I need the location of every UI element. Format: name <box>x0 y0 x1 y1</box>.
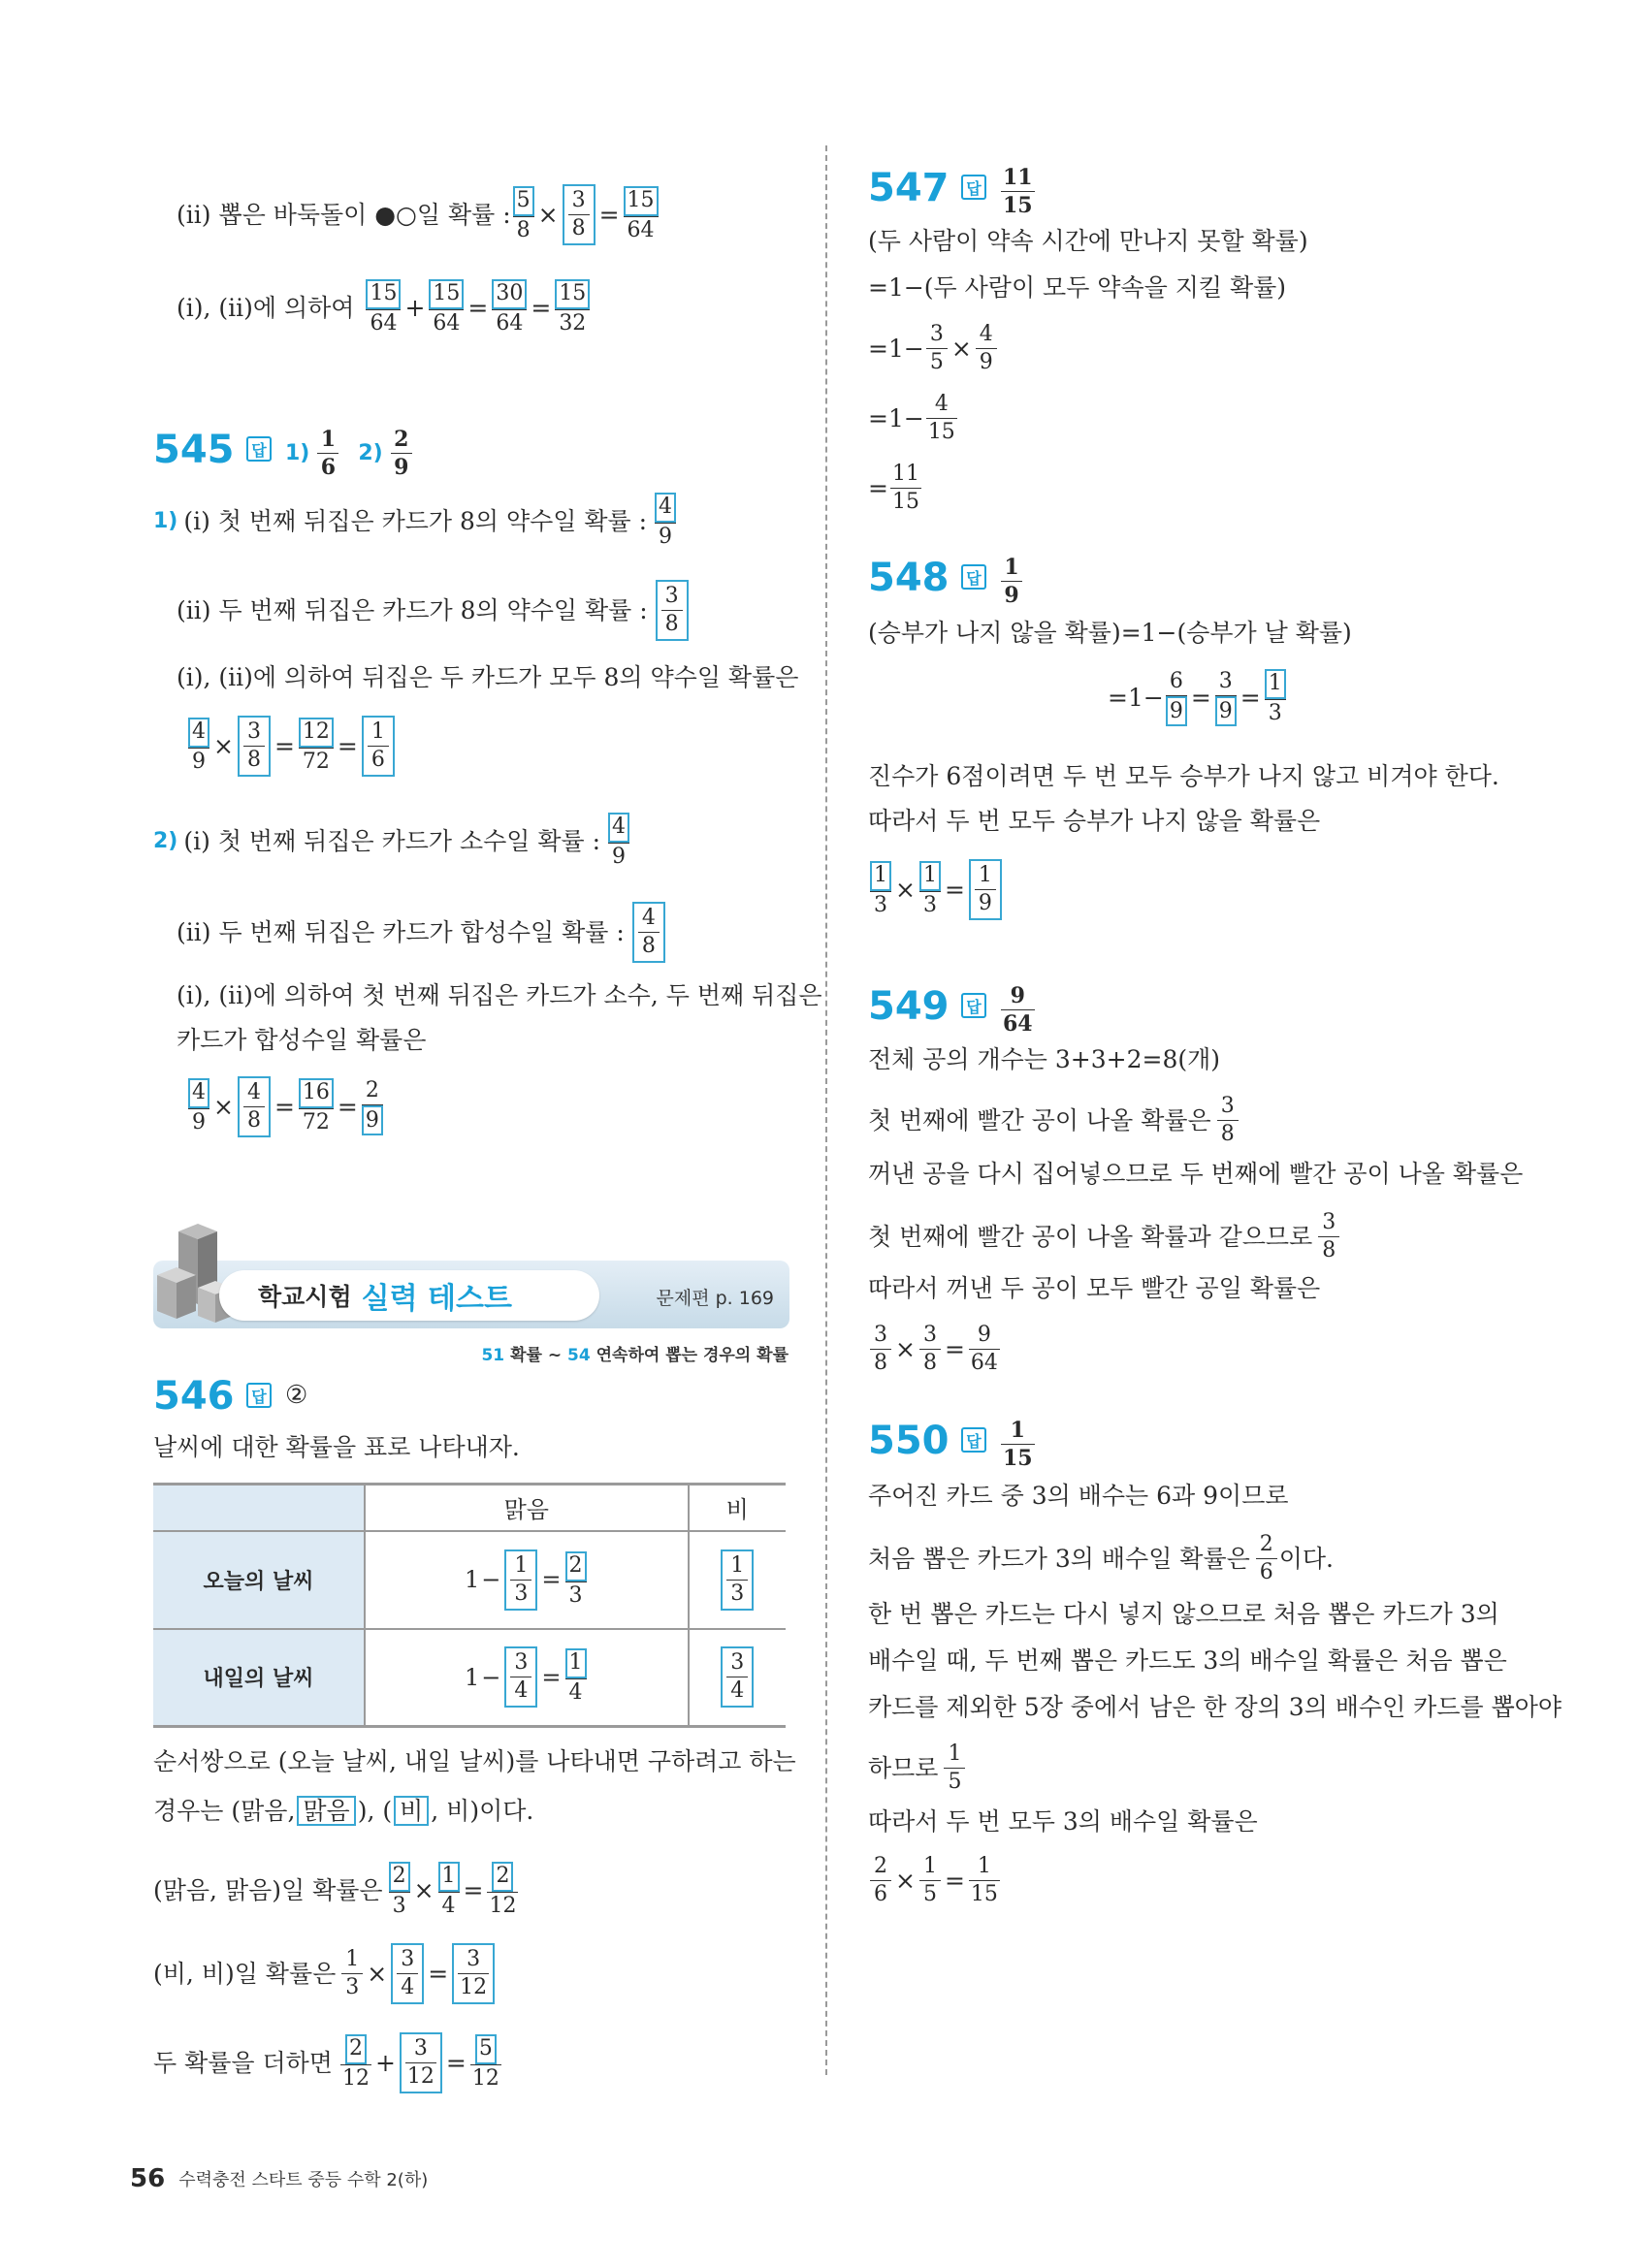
p548-l3: 진수가 6점이려면 두 번 모두 승부가 나지 않고 비겨야 한다. <box>868 762 1499 790</box>
fraction: $\frac{9}{64}$ <box>1003 983 1033 1037</box>
problem-number-548: 548 <box>868 556 950 600</box>
fraction: $\frac{1}{3}$ <box>341 1947 363 2000</box>
fraction: $\frac{4}{9}$ <box>188 718 209 775</box>
answer-icon: 답 <box>961 564 986 590</box>
banner-page-ref: 문제편 p. 169 <box>656 1288 774 1309</box>
fraction-box: $\frac{1}{3}$ <box>504 1549 537 1611</box>
answer-icon: 답 <box>961 1427 986 1453</box>
p549-l6: $\frac{3}{8}$ × $\frac{3}{8}$ = $\frac{9}{64}$ <box>868 1323 1002 1376</box>
section-subtitle: 51 확률 ~ 54 연속하여 뽑는 경우의 확률 <box>481 1346 789 1365</box>
fraction: $\frac{3}{8}$ <box>870 1323 891 1376</box>
p545-2-conc1: (ⅰ), (ⅱ)에 의하여 첫 번째 뒤집은 카드가 소수, 두 번째 뒤집은 <box>177 981 822 1009</box>
answer-548 <box>999 555 1024 608</box>
row-label: 내일의 날씨 <box>153 1629 365 1727</box>
p550-l2: 처음 뽑은 카드가 3의 배수일 확률은 $\frac{2}{6}$ 이다. <box>868 1532 1334 1584</box>
fraction: $\frac{3}{8}$ <box>919 1323 941 1376</box>
fraction: $\frac{5}{12}$ <box>471 2036 499 2091</box>
fraction: $\frac{2}{12}$ <box>341 2036 370 2091</box>
answer-icon: 답 <box>246 1383 272 1408</box>
fraction: $\frac{30}{64}$ <box>492 279 527 336</box>
fraction: $\frac{4}{9}$ <box>608 813 629 870</box>
fraction: $\frac{1}{3}$ <box>1265 669 1286 726</box>
fraction-box: $\frac{3}{8}$ <box>238 716 271 777</box>
fraction: $\frac{4}{15}$ <box>927 392 955 444</box>
building-blocks-icon <box>149 1222 237 1328</box>
problem-number-547: 547 <box>868 166 950 210</box>
weather-table <box>153 1483 786 1728</box>
p545-2-i: 2) (ⅰ) 첫 번째 뒤집은 카드가 소수일 확률 : $\frac{4}{9}$ <box>153 813 631 870</box>
fraction: $\frac{2}{6}$ <box>870 1854 891 1907</box>
fraction: $\frac{1}{5}$ <box>944 1741 965 1795</box>
p545-2-ii: (ⅱ) 두 번째 뒤집은 카드가 합성수일 확률 : $\frac{4}{8}$ <box>177 902 667 963</box>
table-header-row <box>153 1485 786 1531</box>
p547-l5: = $\frac{11}{15}$ <box>868 462 919 514</box>
p550-l5: 카드를 제외한 5장 중에서 남은 한 장의 3의 배수인 카드를 뽑아야 <box>868 1693 1562 1721</box>
table-cell: 1 − $\frac{3}{4}$ = $\frac{1}{4}$ <box>365 1629 689 1727</box>
answer-547 <box>999 165 1037 218</box>
fraction: $\frac{3}{5}$ <box>926 322 948 375</box>
fraction-box: $\frac{3}{4}$ <box>504 1646 537 1708</box>
fraction: $\frac{1}{5}$ <box>919 1854 941 1907</box>
fraction: $\frac{1}{6}$ <box>317 427 338 480</box>
p546-line2: (비, 비)일 확률은 $\frac{1}{3}$ × $\frac{3}{4}$ = $\frac{3}{12}$ <box>153 1943 497 2004</box>
p549-l1: 전체 공의 개수는 3+3+2=8(개) <box>868 1045 1221 1073</box>
table-row <box>153 1531 786 1629</box>
fraction: $\frac{4}{9}$ <box>655 493 676 550</box>
header-sunny: 맑음 <box>365 1485 689 1531</box>
fraction: $\frac{4}{9}$ <box>188 1078 209 1135</box>
table-row <box>153 1629 786 1727</box>
fraction: $\frac{15}{64}$ <box>429 279 464 336</box>
p550-l7: 따라서 두 번 모두 3의 배수일 확률은 <box>868 1807 1258 1836</box>
answer-icon: 답 <box>246 436 272 462</box>
problem-number-545: 545 <box>153 428 235 472</box>
fraction: $\frac{4}{9}$ <box>976 322 997 375</box>
row-label: 오늘의 날씨 <box>153 1531 365 1629</box>
p548-l4: 따라서 두 번 모두 승부가 나지 않을 확률은 <box>868 807 1321 835</box>
p548-l2: =1− $\frac{6}{9}$ = $\frac{3}{9}$ = $\frac{1}{3}$ <box>1108 669 1288 726</box>
p550-l8: $\frac{2}{6}$ × $\frac{1}{5}$ = $\frac{1}{15}$ <box>868 1854 1002 1907</box>
page-footer <box>130 2164 428 2193</box>
fraction: $\frac{1}{9}$ <box>1001 555 1022 608</box>
banner-title: 학교시험 실력 테스트 <box>219 1270 599 1321</box>
p547-l3: =1− $\frac{3}{5}$ × $\frac{4}{9}$ <box>868 322 999 375</box>
p549-l5: 따라서 꺼낸 두 공이 모두 빨간 공일 확률은 <box>868 1274 1321 1302</box>
p546-para1: 순서쌍으로 (오늘 날씨, 내일 날씨)를 나타내면 구하려고 하는 <box>153 1747 796 1775</box>
fraction: $\frac{9}{64}$ <box>970 1323 998 1375</box>
fraction-box: $\frac{3}{4}$ <box>721 1646 754 1708</box>
fraction: $\frac{2}{9}$ <box>362 1078 383 1135</box>
fraction-box: $\frac{1}{3}$ <box>721 1549 754 1611</box>
p545-1-calc: $\frac{4}{9}$ × $\frac{3}{8}$ = $\frac{12}{72}$ = $\frac{1}{6}$ <box>186 716 397 777</box>
p547-l4: =1− $\frac{4}{15}$ <box>868 392 955 444</box>
fraction: $\frac{3}{8}$ <box>1217 1094 1239 1147</box>
fraction: $\frac{1}{15}$ <box>1003 1418 1033 1471</box>
p550-l3: 한 번 뽑은 카드는 다시 넣지 않으므로 처음 뽑은 카드가 3의 <box>868 1600 1499 1628</box>
problem-number-549: 549 <box>868 984 950 1029</box>
p546-line3: 두 확률을 더하면 $\frac{2}{12}$ + $\frac{3}{12}$ = $\frac{5}{12}$ <box>153 2032 503 2093</box>
p545-1-ii: (ⅱ) 두 번째 뒤집은 카드가 8의 약수일 확률 : $\frac{3}{8}$ <box>177 580 691 641</box>
table-cell <box>689 1531 786 1629</box>
p549-l2: 첫 번째에 빨간 공이 나올 확률은 $\frac{3}{8}$ <box>868 1094 1240 1147</box>
header-rain: 비 <box>689 1485 786 1531</box>
column-divider <box>825 145 827 2075</box>
table-cell <box>689 1629 786 1727</box>
p547-l2: =1−(두 사람이 모두 약속을 지킬 확률) <box>868 273 1286 302</box>
fraction: $\frac{2}{12}$ <box>489 1864 517 1918</box>
p544-conclusion: (ⅰ), (ⅱ)에 의하여 $\frac{15}{64}$ + $\frac{15}{64}$ = $\frac{30}{64}$ = $\frac{15}{32}$ <box>177 279 592 336</box>
p545-1-i: 1) (ⅰ) 첫 번째 뒤집은 카드가 8의 약수일 확률 : $\frac{4}{9}$ <box>153 493 678 550</box>
fraction: $\frac{12}{72}$ <box>299 718 334 775</box>
fraction: $\frac{11}{15}$ <box>1003 165 1033 218</box>
p546-para2: 경우는 (맑음, 맑음 ), ( 비 , 비)이다. <box>153 1797 534 1825</box>
fraction-box: $\frac{3}{4}$ <box>391 1943 424 2004</box>
fraction-box: $\frac{3}{8}$ <box>656 580 689 641</box>
answer-icon: 답 <box>961 175 986 200</box>
problem-number-546: 546 <box>153 1374 235 1419</box>
fraction: $\frac{2}{3}$ <box>389 1862 410 1919</box>
p548-l1: (승부가 나지 않을 확률)=1−(승부가 날 확률) <box>868 619 1352 647</box>
fraction-box: $\frac{3}{8}$ <box>563 184 596 245</box>
section-banner <box>153 1261 789 1328</box>
p545-1-conc: (ⅰ), (ⅱ)에 의하여 뒤집은 두 카드가 모두 8의 약수일 확률은 <box>177 663 799 691</box>
fraction-box: $\frac{1}{6}$ <box>362 716 395 777</box>
fraction: $\frac{2}{6}$ <box>1256 1532 1277 1585</box>
p549-l3: 꺼낸 공을 다시 집어넣으므로 두 번째에 빨간 공이 나올 확률은 <box>868 1160 1524 1188</box>
answer-546: ② <box>285 1381 308 1410</box>
answer-icon: 답 <box>961 993 986 1018</box>
p550-l4: 배수일 때, 두 번째 뽑은 카드도 3의 배수일 확률은 처음 뽑은 <box>868 1646 1507 1675</box>
p544-ii-line: (ⅱ) 뽑은 바둑돌이 ●○일 확률 : $\frac{5}{8}$ × $\frac{3}{8}$ = $\frac{15}{64}$ <box>177 184 660 245</box>
fraction: $\frac{1}{15}$ <box>970 1854 998 1906</box>
fraction: $\frac{2}{9}$ <box>391 427 412 480</box>
fraction: $\frac{15}{64}$ <box>366 279 401 336</box>
fraction: $\frac{5}{8}$ <box>513 186 534 243</box>
fraction: $\frac{1}{4}$ <box>565 1648 587 1706</box>
p547-l1: (두 사람이 약속 시간에 만나지 못할 확률) <box>868 227 1308 255</box>
fraction: $\frac{15}{64}$ <box>624 186 659 243</box>
answer-545: 1) $\frac{1}{6}$ 2) $\frac{2}{9}$ <box>285 427 414 480</box>
fraction: $\frac{11}{15}$ <box>891 462 919 514</box>
fraction-box: $\frac{3}{12}$ <box>400 2032 442 2093</box>
p546-intro: 날씨에 대한 확률을 표로 나타내자. <box>153 1433 520 1461</box>
fraction-box: $\frac{4}{8}$ <box>632 902 665 963</box>
fraction-box: $\frac{3}{12}$ <box>452 1943 495 2004</box>
p550-l6: 하므로 $\frac{1}{5}$ <box>868 1741 967 1795</box>
fraction: $\frac{15}{32}$ <box>555 279 590 336</box>
p550-l1: 주어진 카드 중 3의 배수는 6과 9이므로 <box>868 1482 1289 1510</box>
p546-line1: (맑음, 맑음)일 확률은 $\frac{2}{3}$ × $\frac{1}{4}$ = $\frac{2}{12}$ <box>153 1864 517 1918</box>
fraction-box: $\frac{1}{9}$ <box>969 859 1002 920</box>
fraction: $\frac{1}{3}$ <box>870 861 891 918</box>
table-cell: 1 − $\frac{1}{3}$ = $\frac{2}{3}$ <box>365 1531 689 1629</box>
page-number: 56 <box>130 2164 166 2193</box>
answer-549 <box>999 983 1037 1037</box>
fraction: $\frac{16}{72}$ <box>299 1078 334 1135</box>
book-title: 수력충전 스타트 중등 수학 2(하) <box>178 2170 429 2190</box>
answer-550 <box>999 1418 1037 1471</box>
fraction: $\frac{6}{9}$ <box>1166 669 1187 726</box>
p545-2-conc2: 카드가 합성수일 확률은 <box>177 1026 427 1054</box>
p545-2-calc: $\frac{4}{9}$ × $\frac{4}{8}$ = $\frac{16}{72}$ = $\frac{2}{9}$ <box>186 1076 385 1137</box>
fraction: $\frac{3}{9}$ <box>1215 669 1237 726</box>
fraction: $\frac{1}{4}$ <box>438 1862 460 1919</box>
fraction-box: $\frac{4}{8}$ <box>238 1076 271 1137</box>
fraction: $\frac{2}{3}$ <box>565 1551 587 1609</box>
fraction: $\frac{1}{3}$ <box>919 861 941 918</box>
p549-l4: 첫 번째에 빨간 공이 나올 확률과 같으므로 $\frac{3}{8}$ <box>868 1210 1341 1263</box>
fraction: $\frac{3}{8}$ <box>1318 1210 1339 1263</box>
p548-l5: $\frac{1}{3}$ × $\frac{1}{3}$ = $\frac{1}{9}$ <box>868 859 1004 920</box>
problem-number-550: 550 <box>868 1419 950 1463</box>
